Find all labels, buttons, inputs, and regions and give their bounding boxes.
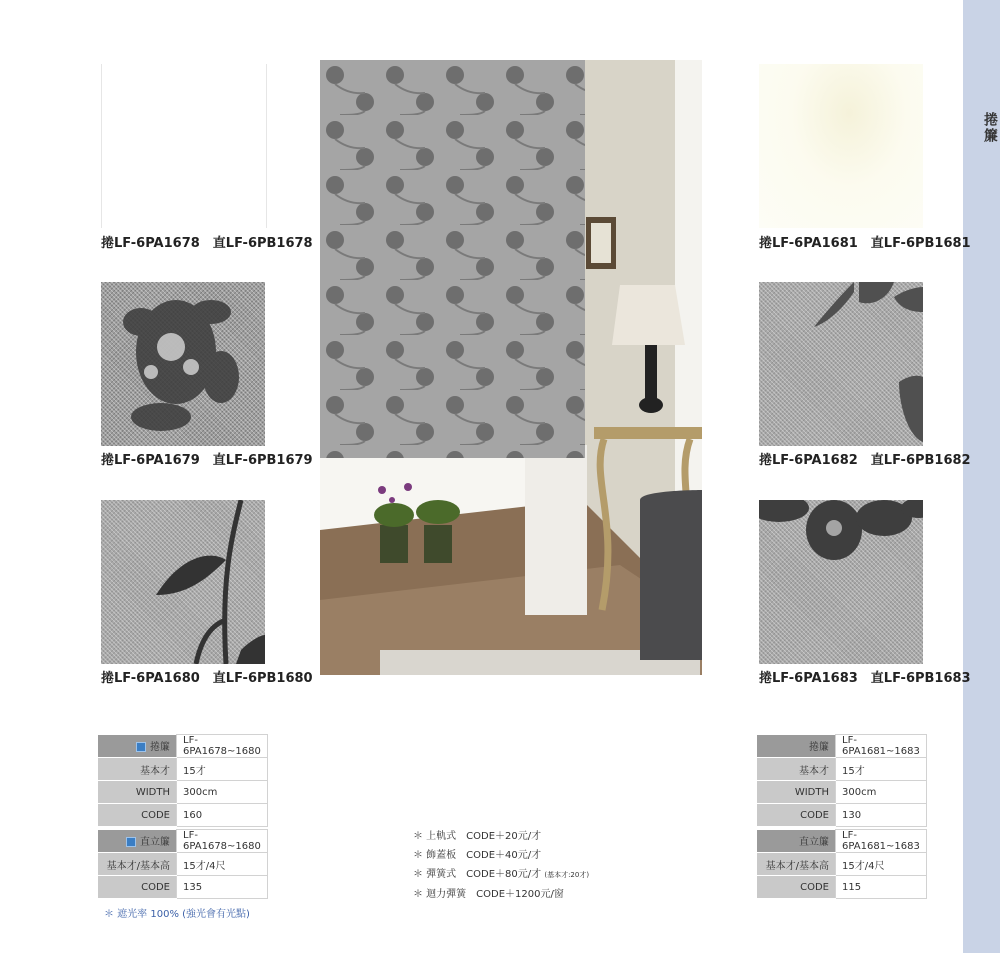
- table-header-value: LF-6PA1678~1680: [177, 735, 268, 758]
- table-value: 115: [836, 876, 927, 899]
- addon-item: ＊ 彈簧式 CODE＋80元/才 (基本才:20才): [413, 869, 590, 880]
- table-header-value: LF-6PA1678~1680: [177, 830, 268, 853]
- swatch-code-1680: 捲LF-6PA1680 直LF-6PB1680: [101, 671, 313, 686]
- table-header-key: 捲簾: [757, 735, 836, 758]
- table-key: CODE: [98, 876, 177, 899]
- swatch-code-1678: 捲LF-6PA1678 直LF-6PB1678: [101, 236, 313, 251]
- table-value: 130: [836, 804, 927, 827]
- floral-pattern-icon: [101, 282, 265, 446]
- table-key: 基本才: [98, 758, 177, 781]
- addon-item: ＊ 上軌式 CODE＋20元/才: [413, 831, 542, 842]
- fabric-swatch-1683: [759, 500, 923, 664]
- side-category-label: 捲簾: [982, 112, 998, 144]
- left-vertical-spec-table: [98, 829, 268, 899]
- table-row: [757, 758, 926, 781]
- table-value: 300cm: [836, 781, 927, 804]
- fabric-swatch-1678: [101, 64, 267, 228]
- table-row: [757, 876, 926, 899]
- table-header-value: LF-6PA1681~1683: [836, 735, 927, 758]
- table-row: [98, 853, 267, 876]
- table-row: [757, 781, 926, 804]
- addon-price-notes: [413, 827, 589, 904]
- table-row: [757, 830, 926, 853]
- table-header-value: LF-6PA1681~1683: [836, 830, 927, 853]
- fabric-swatch-1681: [759, 64, 923, 228]
- blackout-note: ＊ 遮光率 100% (強光會有光點): [104, 909, 250, 920]
- table-row: [98, 781, 267, 804]
- swatch-code-1681: 捲LF-6PA1681 直LF-6PB1681: [759, 236, 971, 251]
- table-value: 160: [177, 804, 268, 827]
- table-row: [98, 876, 267, 899]
- table-value: 15才: [177, 758, 268, 781]
- table-row: [98, 735, 267, 758]
- table-header-key: 直立簾: [98, 830, 177, 853]
- swatch-code-1682: 捲LF-6PA1682 直LF-6PB1682: [759, 453, 971, 468]
- leaf-pattern-icon: [759, 282, 923, 446]
- table-row: [757, 804, 926, 827]
- table-row: [757, 735, 926, 758]
- swatch-code-1683: 捲LF-6PA1683 直LF-6PB1683: [759, 671, 971, 686]
- table-key: WIDTH: [757, 781, 836, 804]
- room-scene-photo: [320, 60, 702, 675]
- table-key: CODE: [757, 804, 836, 827]
- right-roller-spec-table: [757, 734, 927, 827]
- table-header-key: 直立簾: [757, 830, 836, 853]
- table-row: [757, 853, 926, 876]
- fabric-swatch-1680: [101, 500, 265, 664]
- fabric-swatch-1682: [759, 282, 923, 446]
- table-value: 15才/4尺: [177, 853, 268, 876]
- floral-border-pattern-icon: [759, 500, 923, 664]
- left-roller-spec-table: [98, 734, 268, 827]
- fabric-swatch-1679: [101, 282, 265, 446]
- table-value: 15才: [836, 758, 927, 781]
- table-header-key: 捲簾: [98, 735, 177, 758]
- side-category-tab: [963, 0, 1000, 953]
- table-value: 15才/4尺: [836, 853, 927, 876]
- addon-item: ＊ 迴力彈簧 CODE＋1200元/窗: [413, 889, 564, 900]
- blue-square-icon: [126, 837, 136, 847]
- table-value: 135: [177, 876, 268, 899]
- table-key: 基本才: [757, 758, 836, 781]
- table-key: WIDTH: [98, 781, 177, 804]
- table-row: [98, 830, 267, 853]
- room-scene-illustration: [320, 60, 702, 675]
- blue-square-icon: [136, 742, 146, 752]
- table-key: CODE: [98, 804, 177, 827]
- addon-item: ＊ 飾蓋板 CODE＋40元/才: [413, 850, 542, 861]
- table-key: 基本才/基本高: [757, 853, 836, 876]
- leaf-pattern-icon: [101, 500, 265, 664]
- swatch-code-1679: 捲LF-6PA1679 直LF-6PB1679: [101, 453, 313, 468]
- table-value: 300cm: [177, 781, 268, 804]
- table-key: 基本才/基本高: [98, 853, 177, 876]
- table-key: CODE: [757, 876, 836, 899]
- table-row: [98, 758, 267, 781]
- right-vertical-spec-table: [757, 829, 927, 899]
- table-row: [98, 804, 267, 827]
